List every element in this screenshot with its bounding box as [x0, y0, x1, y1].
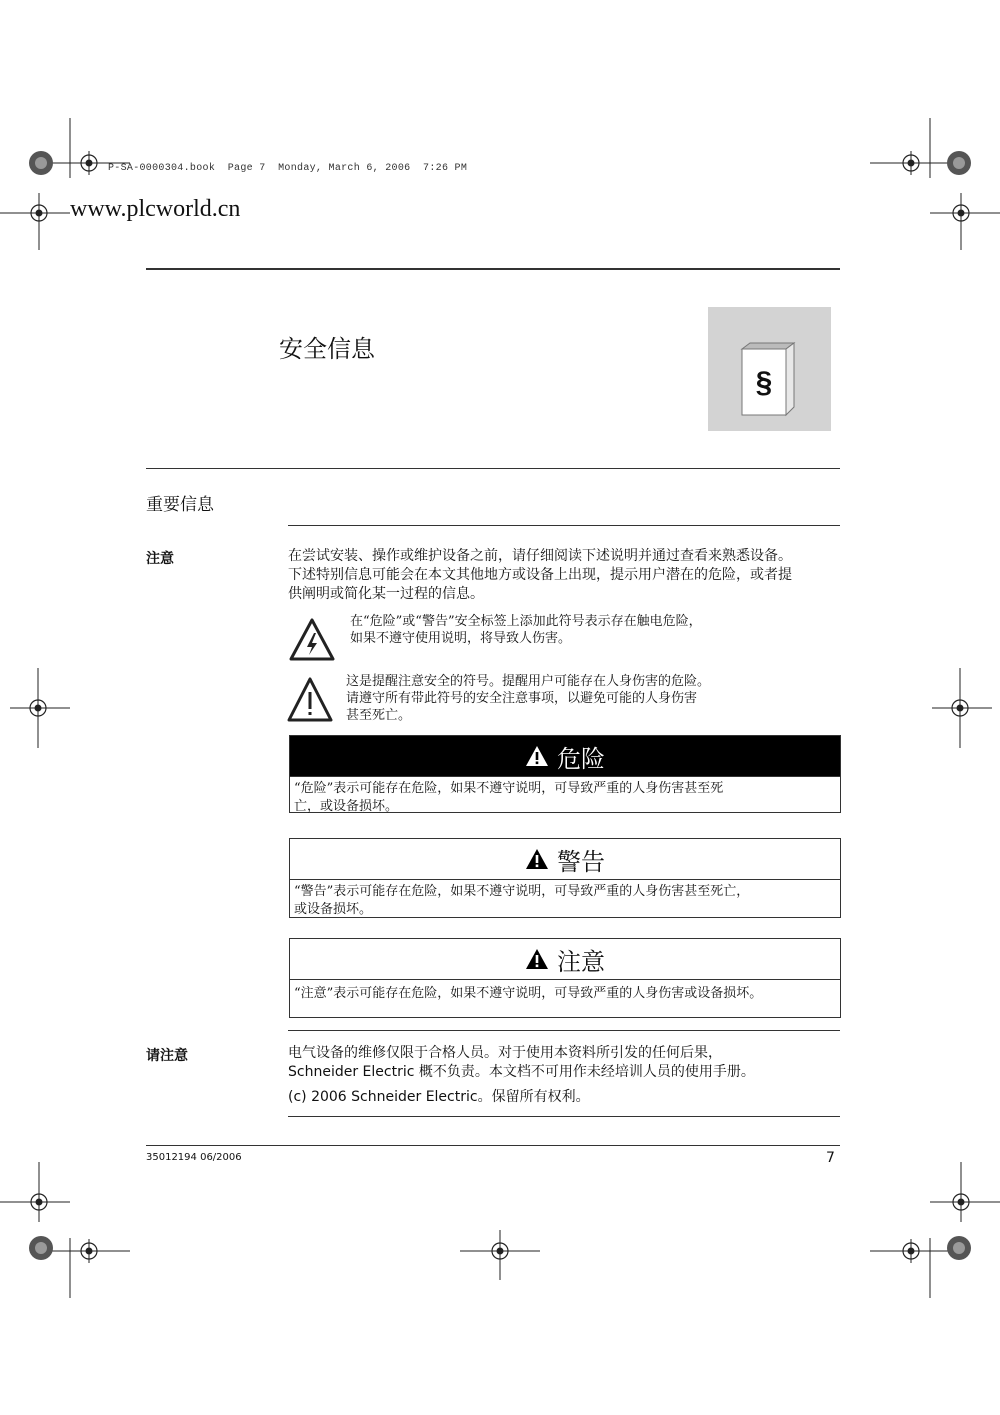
- electric-hazard-icon: [289, 617, 335, 663]
- page-number: 7: [826, 1150, 835, 1166]
- note-line: 如果不遵守使用说明，将导致人伤害。: [350, 631, 572, 646]
- section-divider: [146, 468, 840, 469]
- caution-message-box: [289, 938, 841, 1018]
- notice-line: 供阐明或简化某一过程的信息。: [288, 586, 484, 602]
- notice-line: 下述特别信息可能会在本文其他地方或设备上出现，提示用户潜在的危险，或者提: [288, 567, 792, 583]
- caution-body: [290, 980, 840, 1007]
- content-divider: [288, 525, 840, 526]
- book-info-header: P-SA-0000304.book Page 7 Monday, March 6, 2006 7:26 PM: [108, 163, 468, 174]
- registration-mark-icon: [932, 668, 992, 748]
- please-note-paragraph: [288, 1044, 840, 1107]
- caution-header: [290, 939, 840, 980]
- please-note-line: Schneider Electric 概不负责。本文档不可用作未经培训人员的使用手册。: [288, 1064, 755, 1080]
- message-line: “警告”表示可能存在危险，如果不遵守说明，可导致严重的人身伤害甚至死亡，: [294, 884, 750, 899]
- note-line: 在“危险”或“警告”安全标签上添加此符号表示存在触电危险，: [350, 614, 702, 629]
- note-line: 请遵守所有带此符号的安全注意事项，以避免可能的人身伤害: [346, 691, 698, 706]
- please-note-label: 请注意: [146, 1048, 188, 1064]
- notice-paragraph: [288, 547, 840, 604]
- message-line: 或设备损坏。: [294, 902, 373, 917]
- bottom-content-divider: [288, 1116, 840, 1117]
- please-note-divider: [288, 1030, 840, 1031]
- danger-message-box: [289, 735, 841, 813]
- note-line: 这是提醒注意安全的符号。提醒用户可能存在人身伤害的危险。: [346, 674, 711, 689]
- note-line: 甚至死亡。: [346, 708, 412, 723]
- warning-title: 警告: [557, 847, 605, 876]
- notice-label: 注意: [146, 551, 174, 567]
- registration-mark-icon: [0, 118, 130, 250]
- message-line: 亡，或设备损坏。: [294, 799, 399, 814]
- book-symbol-panel: [708, 307, 831, 431]
- section-heading: 重要信息: [146, 495, 214, 515]
- section-symbol: §: [755, 366, 773, 399]
- danger-header: [290, 736, 840, 777]
- warning-triangle-icon: [525, 948, 549, 970]
- safety-alert-icon: [287, 676, 333, 724]
- notice-line: 在尝试安装、操作或维护设备之前，请仔细阅读下述说明并通过查看来熟悉设备。: [288, 548, 792, 564]
- warning-triangle-icon: [525, 745, 549, 767]
- caution-title: 注意: [557, 947, 605, 976]
- page-title: 安全信息: [279, 335, 375, 363]
- document-id: 35012194 06/2006: [146, 1152, 242, 1163]
- danger-body: [290, 777, 840, 820]
- safety-alert-text: [346, 673, 710, 724]
- warning-header: [290, 839, 840, 880]
- danger-title: 危险: [557, 744, 605, 773]
- warning-triangle-icon: [525, 848, 549, 870]
- registration-mark-icon: [870, 118, 1000, 250]
- copyright-line: (c) 2006 Schneider Electric。保留所有权利。: [288, 1089, 590, 1105]
- warning-message-box: [289, 838, 841, 918]
- registration-mark-icon: [10, 668, 70, 748]
- top-divider: [146, 268, 840, 270]
- message-line: “注意”表示可能存在危险，如果不遵守说明，可导致严重的人身伤害或设备损坏。: [294, 986, 763, 1001]
- book-icon: [708, 307, 831, 431]
- registration-mark-icon: [460, 1230, 540, 1280]
- electric-hazard-text: [350, 613, 702, 647]
- warning-body: [290, 880, 840, 923]
- message-line: “危险”表示可能存在危险，如果不遵守说明，可导致严重的人身伤害甚至死: [294, 781, 724, 796]
- site-url-watermark: www.plcworld.cn: [70, 196, 241, 222]
- registration-mark-icon: [0, 1162, 130, 1298]
- registration-mark-icon: [870, 1162, 1000, 1298]
- footer-divider: [146, 1145, 840, 1146]
- please-note-line: 电气设备的维修仅限于合格人员。对于使用本资料所引发的任何后果，: [288, 1045, 722, 1061]
